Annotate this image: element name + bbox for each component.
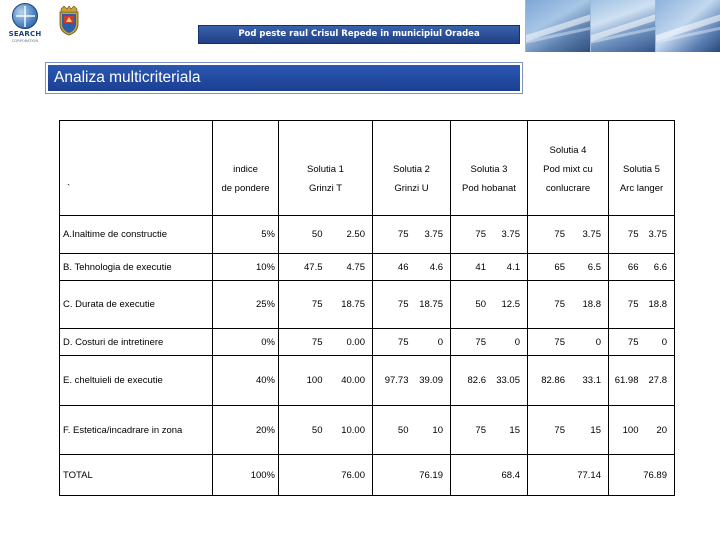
table-row — [60, 455, 675, 496]
weighted-score: 18.75 — [419, 299, 443, 310]
pondere-header-cell — [213, 121, 279, 216]
header — [0, 0, 720, 52]
solution-desc: Pod hobanat — [462, 183, 516, 194]
raw-score: 50 — [475, 299, 486, 310]
table-row — [60, 254, 675, 281]
weighted-score: 33.05 — [496, 375, 520, 386]
criterion-label: D. Costuri de intretinere — [60, 329, 213, 356]
table-row — [60, 406, 675, 455]
solution-score-cell — [609, 216, 675, 254]
solution-top-label: Solutia 4 — [549, 145, 587, 156]
header-photo — [525, 0, 590, 52]
weighted-score: 4.6 — [429, 261, 443, 273]
raw-score: 100 — [622, 424, 639, 436]
weighted-score: 0 — [437, 336, 443, 348]
logo-subtext: CORPORATION — [11, 39, 39, 43]
section-heading-box — [45, 62, 523, 94]
solution-score-cell — [528, 455, 609, 496]
weighted-score: 20 — [656, 424, 667, 436]
raw-score: 75 — [311, 336, 323, 348]
solution-score-cell — [609, 455, 675, 496]
solution-score-cell — [451, 406, 528, 455]
weighted-score: 76.89 — [643, 469, 667, 481]
solution-score-cell — [373, 356, 451, 406]
weighted-score: 76.00 — [341, 469, 365, 481]
criterion-label: F. Estetica/incadrare in zona — [60, 406, 213, 455]
weighted-score: 18.8 — [648, 299, 667, 310]
solution-header-cell — [279, 121, 373, 216]
raw-score: 41 — [475, 261, 486, 273]
weighted-score: 10.00 — [341, 424, 365, 436]
raw-score: 50 — [311, 424, 323, 436]
solution-score-cell — [373, 281, 451, 329]
weighted-score: 6.5 — [587, 261, 601, 273]
presentation-title: Pod peste raul Crisul Repede in municipiul Oradea — [238, 29, 480, 39]
weighted-score: 40.00 — [341, 375, 365, 386]
solution-score-cell — [609, 329, 675, 356]
solution-score-cell — [528, 406, 609, 455]
weighted-score: 3.75 — [648, 229, 667, 240]
solution-name: Solutia 3 — [470, 164, 508, 175]
raw-score: 75 — [475, 336, 486, 348]
raw-score: 75 — [397, 336, 409, 348]
table-row — [60, 329, 675, 356]
section-title: Analiza multicriteriala — [54, 69, 201, 86]
raw-score: 75 — [397, 299, 409, 310]
weighted-score: 3.75 — [582, 229, 601, 240]
weighted-score: 6.6 — [653, 261, 667, 273]
solution-score-cell — [451, 216, 528, 254]
pondere-value: 40% — [213, 356, 279, 406]
weighted-score: 4.75 — [346, 261, 365, 273]
raw-score: 75 — [475, 229, 486, 240]
solution-score-cell — [279, 216, 373, 254]
raw-score: 50 — [311, 229, 323, 240]
solution-score-cell — [528, 216, 609, 254]
weighted-score: 4.1 — [506, 261, 520, 273]
raw-score: 75 — [627, 299, 639, 310]
crest-icon — [58, 6, 80, 36]
solution-score-cell — [528, 281, 609, 329]
raw-score: 65 — [554, 261, 565, 273]
solution-name: Solutia 1 — [307, 164, 344, 175]
solution-score-cell — [451, 329, 528, 356]
solution-score-cell — [373, 406, 451, 455]
weighted-score: 39.09 — [419, 375, 443, 386]
solution-score-cell — [609, 406, 675, 455]
solution-score-cell — [373, 329, 451, 356]
pondere-value: 0% — [213, 329, 279, 356]
raw-score: 75 — [475, 424, 486, 436]
weighted-score: 12.5 — [501, 299, 520, 310]
solution-score-cell — [279, 281, 373, 329]
solution-header-cell — [451, 121, 528, 216]
multicriteria-table — [59, 120, 675, 496]
solution-score-cell — [279, 406, 373, 455]
weighted-score: 77.14 — [577, 469, 601, 481]
weighted-score: 33.1 — [582, 375, 601, 386]
weighted-score: 15 — [590, 424, 601, 436]
weighted-score: 0 — [661, 336, 667, 348]
weighted-score: 15 — [509, 424, 520, 436]
header-photo — [655, 0, 720, 52]
solution-desc: Arc langer — [619, 183, 664, 194]
raw-score: 75 — [627, 336, 639, 348]
raw-score: 75 — [554, 229, 565, 240]
solution-score-cell — [528, 356, 609, 406]
solution-score-cell — [609, 281, 675, 329]
table-row — [60, 281, 675, 329]
raw-score: 50 — [397, 424, 409, 436]
criterion-label: E. cheltuieli de executie — [60, 356, 213, 406]
pondere-value: 25% — [213, 281, 279, 329]
criterion-label: B. Tehnologia de executie — [60, 254, 213, 281]
solution-score-cell — [279, 455, 373, 496]
pondere-header-line: de pondere — [221, 183, 270, 194]
logo-text: SEARCH — [8, 30, 42, 38]
criterion-label: TOTAL — [60, 455, 213, 496]
solution-score-cell — [451, 254, 528, 281]
weighted-score: 76.19 — [419, 469, 443, 481]
solution-header-cell — [373, 121, 451, 216]
weighted-score: 18.75 — [341, 299, 365, 310]
solution-score-cell — [609, 356, 675, 406]
solution-name: Pod mixt cu — [543, 164, 593, 175]
multicriteria-table-wrap — [59, 120, 674, 495]
raw-score: 75 — [554, 299, 565, 310]
solution-name: Solutia 5 — [623, 164, 660, 175]
search-logo — [6, 3, 44, 47]
solution-header-cell — [609, 121, 675, 216]
table-corner-cell — [60, 121, 213, 216]
solution-name: Solutia 2 — [393, 164, 430, 175]
solution-header-cell — [528, 121, 609, 216]
table-row — [60, 356, 675, 406]
criterion-label: C. Durata de executie — [60, 281, 213, 329]
weighted-score: 27.8 — [648, 375, 667, 386]
raw-score: 75 — [554, 336, 565, 348]
weighted-score: 68.4 — [501, 469, 520, 481]
weighted-score: 3.75 — [424, 229, 443, 240]
weighted-score: 10 — [432, 424, 443, 436]
table-header-row — [60, 121, 675, 216]
weighted-score: 0.00 — [346, 336, 365, 348]
pondere-value: 100% — [213, 455, 279, 496]
pondere-value: 5% — [213, 216, 279, 254]
solution-score-cell — [451, 356, 528, 406]
raw-score: 97.73 — [384, 375, 409, 386]
raw-score: 46 — [397, 261, 409, 273]
raw-score: 75 — [627, 229, 639, 240]
weighted-score: 18.8 — [582, 299, 601, 310]
solution-score-cell — [373, 254, 451, 281]
raw-score: 75 — [554, 424, 565, 436]
header-photo-strip — [525, 0, 720, 52]
pondere-value: 10% — [213, 254, 279, 281]
raw-score: 100 — [306, 375, 323, 386]
raw-score: 82.6 — [467, 375, 486, 386]
raw-score: 66 — [627, 261, 639, 273]
header-photo — [590, 0, 655, 52]
raw-score: 61.98 — [614, 375, 639, 386]
solution-score-cell — [279, 356, 373, 406]
solution-score-cell — [373, 455, 451, 496]
solution-score-cell — [528, 329, 609, 356]
solution-score-cell — [279, 254, 373, 281]
weighted-score: 0 — [595, 336, 601, 348]
solution-score-cell — [451, 455, 528, 496]
solution-desc: conlucrare — [545, 183, 591, 194]
table-row — [60, 216, 675, 254]
pondere-value: 20% — [213, 406, 279, 455]
title-bar — [198, 25, 520, 44]
solution-desc: Grinzi U — [394, 183, 429, 194]
globe-icon — [12, 3, 38, 29]
solution-score-cell — [528, 254, 609, 281]
weighted-score: 0 — [514, 336, 520, 348]
criterion-label: A.Inaltime de constructie — [60, 216, 213, 254]
solution-score-cell — [609, 254, 675, 281]
raw-score: 75 — [397, 229, 409, 240]
corner-mark: ` — [67, 183, 71, 194]
raw-score: 82.86 — [541, 375, 565, 386]
raw-score: 75 — [311, 299, 323, 310]
solution-desc: Grinzi T — [308, 183, 343, 194]
raw-score: 47.5 — [304, 261, 323, 273]
weighted-score: 3.75 — [501, 229, 520, 240]
pondere-header-line: indice — [233, 164, 258, 175]
section-heading-bar — [48, 65, 520, 91]
weighted-score: 2.50 — [346, 229, 365, 240]
solution-score-cell — [451, 281, 528, 329]
solution-score-cell — [279, 329, 373, 356]
solution-score-cell — [373, 216, 451, 254]
